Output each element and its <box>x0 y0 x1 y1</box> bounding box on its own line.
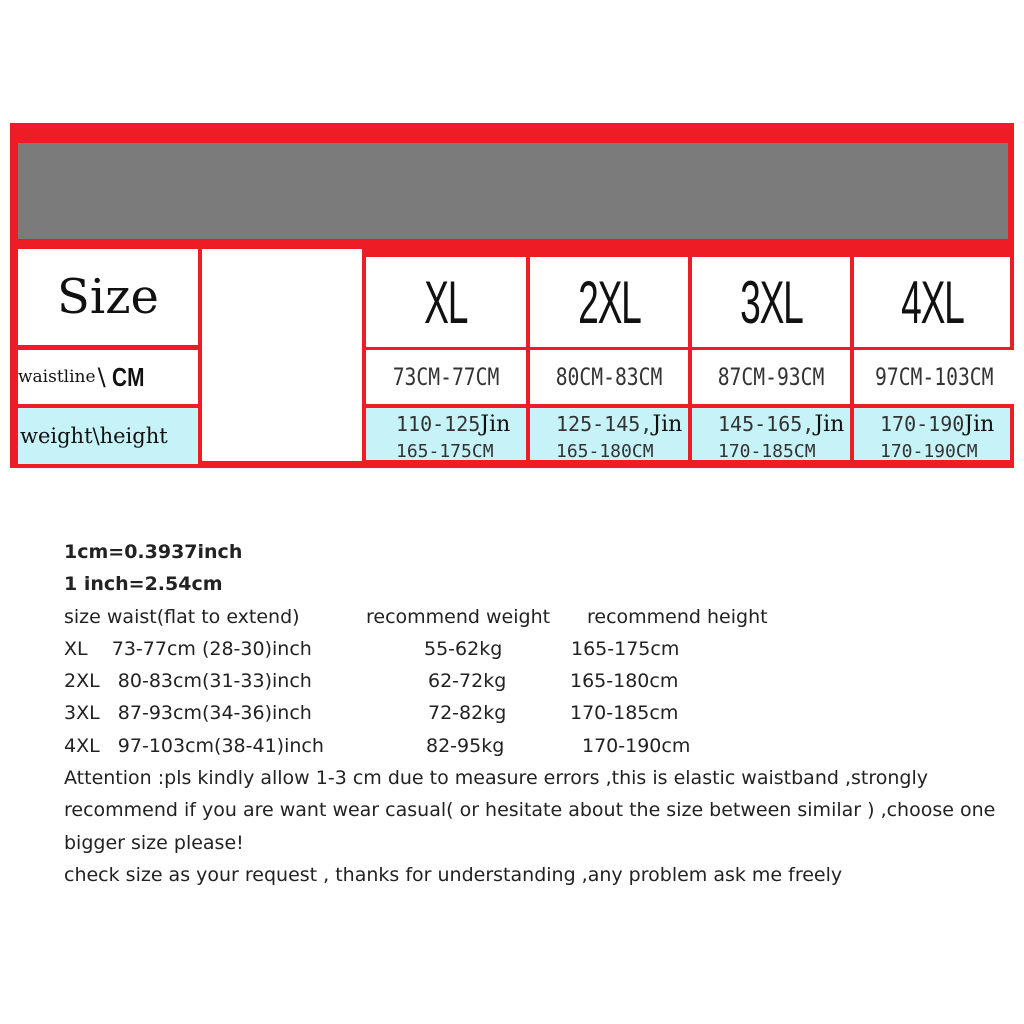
header-recommend-height: recommend height <box>587 605 768 628</box>
height-value: 165-175CM <box>396 441 494 460</box>
waistline-value: 97CM-103CM <box>874 363 994 391</box>
weight-value: 170-190 <box>880 412 965 436</box>
waistline-cell-xl <box>366 350 526 404</box>
weight-height-label: weight\height <box>20 424 168 448</box>
closing-note: check size as your request , thanks for understanding ,any problem ask me freely <box>64 863 843 886</box>
blank-cell <box>202 249 362 461</box>
row-size-waist: 2XL 80-83cm(31-33)inch <box>64 670 312 693</box>
waistline-cell-3xl <box>692 350 850 404</box>
header-recommend-weight: recommend weight <box>366 605 551 628</box>
row-height: 170-185cm <box>570 702 679 725</box>
size-header-label: 4XL <box>900 268 964 336</box>
notes-header-row <box>64 601 1004 633</box>
weight-unit: Jin <box>652 412 683 437</box>
size-label-cell <box>18 249 198 345</box>
height-value: 170-185CM <box>718 441 816 460</box>
row-weight: 62-72kg <box>428 670 507 693</box>
weight-unit: Jin <box>964 412 995 437</box>
height-value: 170-190CM <box>880 441 978 460</box>
weight-height-cell-4xl <box>854 408 1010 460</box>
weight-unit: Jin <box>480 412 511 437</box>
header-size-waist: size waist(flat to extend) <box>64 605 300 628</box>
notes-row-3xl <box>64 697 1004 729</box>
waistline-value: 87CM-93CM <box>717 363 825 391</box>
notes-row-4xl <box>64 730 1004 762</box>
row-weight: 55-62kg <box>424 637 503 660</box>
waistline-cell-4xl <box>854 350 1014 404</box>
weight-height-cell-xl <box>366 408 526 460</box>
backslash-separator: \ <box>97 363 106 391</box>
row-height: 165-175cm <box>571 637 680 660</box>
size-header-label: XL <box>424 268 468 336</box>
size-header-3xl <box>692 257 850 347</box>
weight-height-cell-3xl <box>692 408 850 460</box>
row-size-waist: 3XL 87-93cm(34-36)inch <box>64 702 312 725</box>
conversion-cm-inch: 1cm=0.3937inch <box>64 541 243 563</box>
size-header-label: 2XL <box>577 268 641 336</box>
weight-value: 125-145, <box>556 412 653 436</box>
waistline-cell-2xl <box>530 350 688 404</box>
waistline-label: waistline <box>18 367 96 387</box>
attention-note: Attention :pls kindly allow 1-3 cm due to measure errors ,this is elastic waistband ,strongly recommend if you are want wear casual( or hesitate about the size between similar ) ,choose one bigger size please! <box>64 767 996 854</box>
weight-height-label-cell <box>18 408 198 464</box>
row-weight: 82-95kg <box>426 734 505 757</box>
waistline-label-cell <box>18 350 198 404</box>
size-notes <box>64 536 1004 891</box>
size-header-4xl <box>854 257 1010 347</box>
table-title: Size reference table <box>227 42 797 98</box>
weight-value: 110-125 <box>396 412 481 436</box>
notes-row-xl <box>64 633 1004 665</box>
size-label: Size <box>57 269 159 325</box>
row-weight: 72-82kg <box>428 702 507 725</box>
height-value: 165-180CM <box>556 441 654 460</box>
weight-value: 145-165, <box>718 412 815 436</box>
row-height: 165-180cm <box>570 670 679 693</box>
conversion-inch-cm: 1 inch=2.54cm <box>64 573 223 596</box>
size-header-2xl <box>530 257 688 347</box>
notes-row-2xl <box>64 665 1004 697</box>
row-size-waist: 4XL 97-103cm(38-41)inch <box>64 734 324 757</box>
waistline-value: 80CM-83CM <box>555 363 663 391</box>
waistline-value: 73CM-77CM <box>392 363 500 391</box>
weight-height-cell-2xl <box>530 408 688 460</box>
size-header-xl <box>366 257 526 347</box>
size-header-label: 3XL <box>739 268 803 336</box>
row-size-waist: XL 73-77cm (28-30)inch <box>64 637 312 660</box>
weight-unit: Jin <box>814 412 845 437</box>
row-height: 170-190cm <box>582 734 691 757</box>
waistline-unit: CM <box>111 361 145 392</box>
table-title-bar <box>18 143 1008 239</box>
